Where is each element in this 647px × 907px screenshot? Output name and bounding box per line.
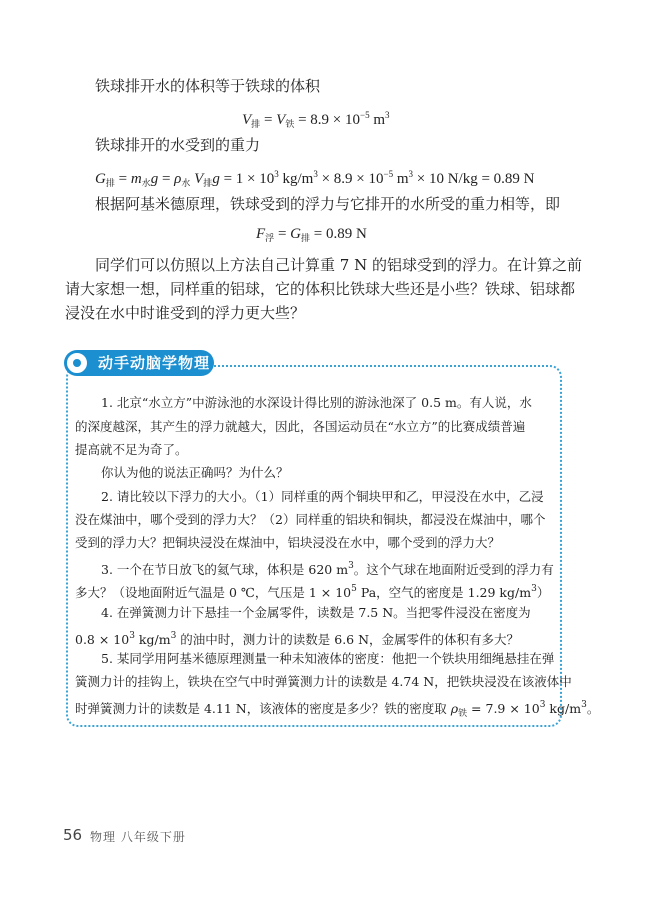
bullet-icon — [65, 351, 89, 375]
text-line: 铁球排开的水受到的重力 — [95, 136, 261, 154]
book-title: 物理 八年级下册 — [90, 830, 186, 844]
exercise-header — [64, 350, 214, 376]
paragraph-line: 请大家想一想，同样重的铝球，它的体积比铁球大些还是小些？铁球、铝球都 — [65, 280, 576, 298]
question-line: 你认为他的说法正确吗？为什么？ — [101, 465, 289, 480]
paragraph-line: 浸没在水中时谁受到的浮力更大些？ — [65, 304, 306, 322]
question-line: 簧测力计的挂钩上，铁块在空气中时弹簧测力计的读数是 4.74 N，把铁块浸没在该液体中 — [75, 674, 572, 689]
text-line: 根据阿基米德原理，铁球受到的浮力与它排开的水所受的重力相等，即 — [95, 195, 561, 213]
text-line: 铁球排开水的体积等于铁球的体积 — [95, 77, 321, 95]
equation-buoyancy: $F_浮 = G_排 = 0.89$ N — [256, 226, 367, 243]
question-line: 5. 某同学用阿基米德原理测量一种未知液体的密度：他把一个铁块用细绳悬挂在弹 — [101, 651, 555, 666]
question-line: 1. 北京“水立方”中游泳池的水深设计得比别的游泳池深了 0.5 m。有人说，水 — [101, 395, 532, 410]
paragraph-line: 同学们可以仿照以上方法自己计算重 7 N 的铝球受到的浮力。在计算之前 — [95, 256, 582, 274]
question-line: 的深度越深，其产生的浮力就越大，因此，各国运动员在“水立方”的比赛成绩普遍 — [75, 419, 526, 434]
question-line: 多大？（设地面附近气温是 0 ℃，气压是 $1 \times 10^5$ Pa，空气的密度是 1.29 $kg/m^3$） — [75, 584, 550, 600]
question-line: 2. 请比较以下浮力的大小。（1）同样重的两个铜块甲和乙，甲浸没在水中，乙浸 — [101, 489, 544, 504]
equation-gravity: $G_排 = m_水g = \rho_水$ $V_排g = 1 \times 10^3$ $kg/m^3 \times 8.9 \times 10^{-5}$ $m^3 \times 10$ N/kg = 0.89 N — [95, 169, 535, 188]
equation-volume: $V_排 = V_铁 = 8.9 \times 10^{-5}$ $m^3$ — [242, 110, 390, 129]
question-line: 提高就不足为奇了。 — [75, 442, 188, 457]
question-line: 受到的浮力大？把铜块浸没在煤油中，铝块浸没在水中，哪个受到的浮力大？ — [75, 535, 501, 550]
question-line: 3. 一个在节日放飞的氦气球，体积是 620 $m^3$。这个气球在地面附近受到的浮力有 — [101, 561, 554, 577]
exercise-title: 动手动脑学物理 — [98, 354, 211, 372]
question-line: 时弹簧测力计的读数是 4.11 N，该液体的密度是多少？铁的密度取 $\rho_铁 = 7.9 \times 10^3$ $kg/m^3$。 — [75, 700, 600, 719]
question-line: 没在煤油中，哪个受到的浮力大？（2）同样重的铝块和铜块，都浸没在煤油中，哪个 — [75, 512, 546, 527]
page-number: 56 — [63, 826, 83, 844]
question-line: $0.8 \times 10^3$ $kg/m^3$ 的油中时，测力计的读数是 6.6 N，金属零件的体积有多大？ — [75, 631, 520, 647]
question-line: 4. 在弹簧测力计下悬挂一个金属零件，读数是 7.5 N。当把零件浸没在密度为 — [101, 605, 531, 620]
